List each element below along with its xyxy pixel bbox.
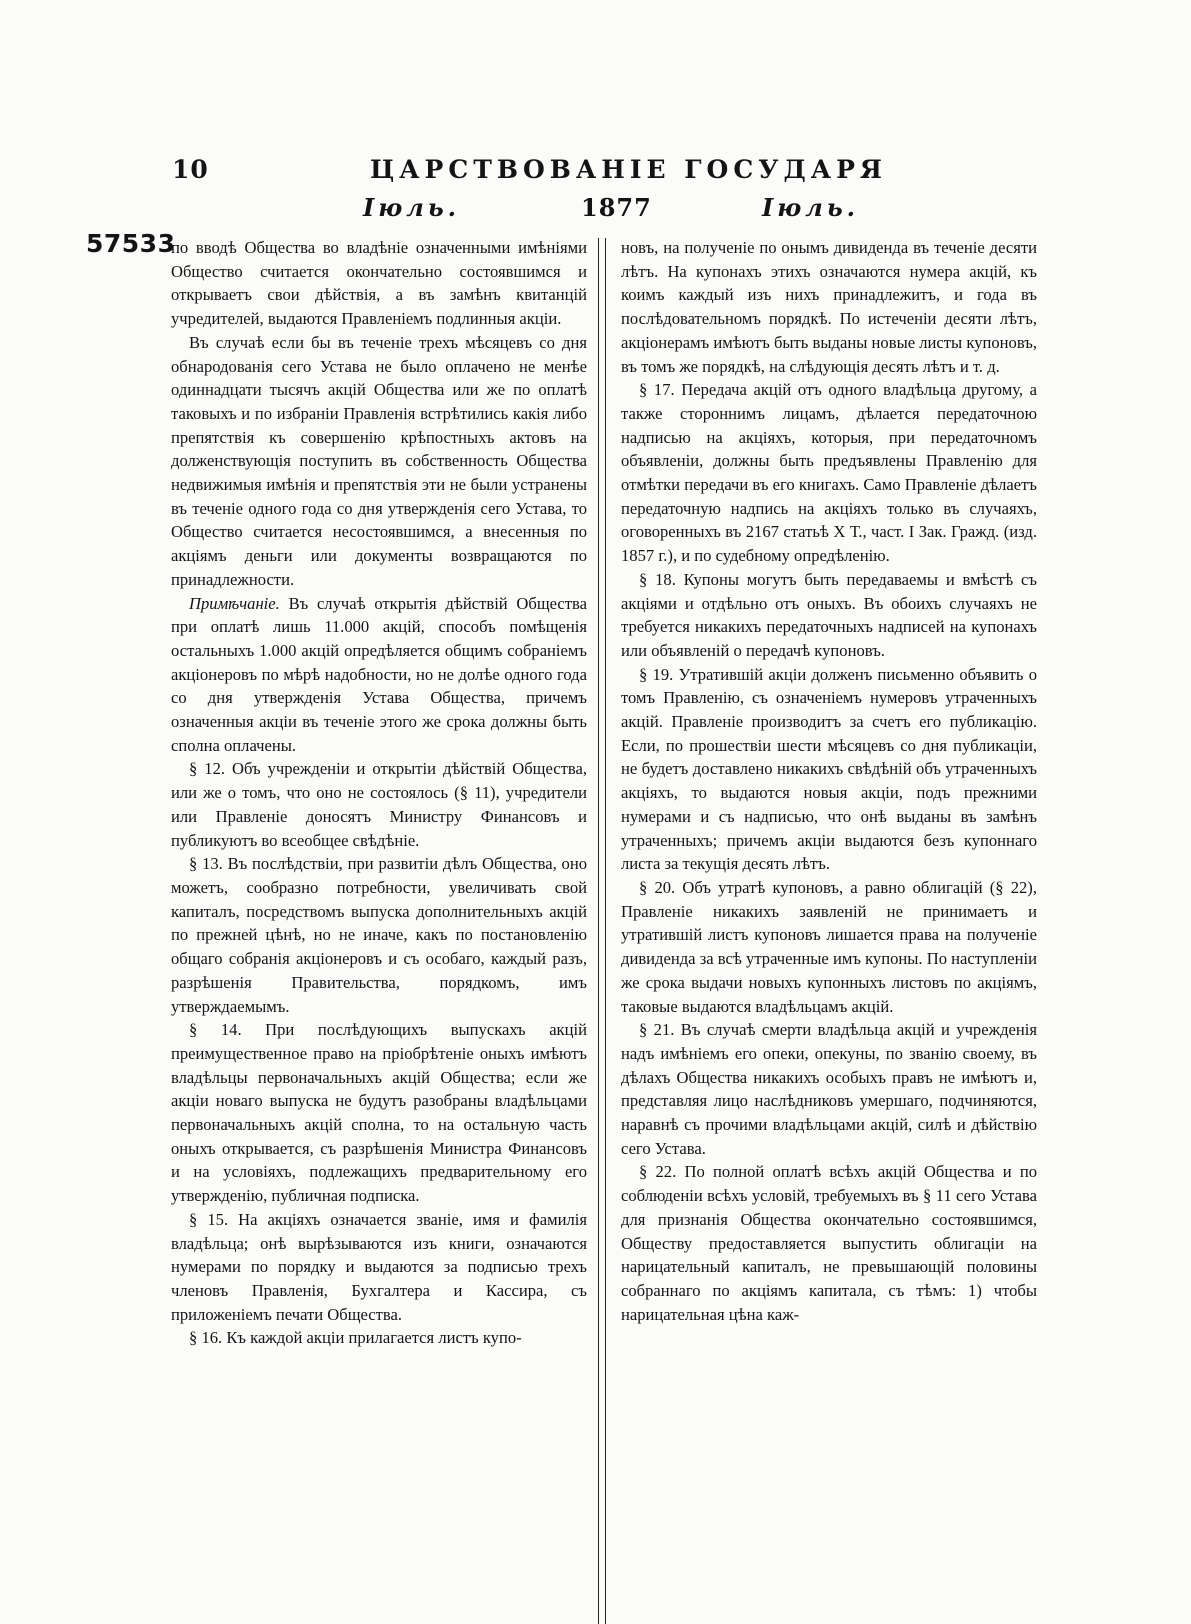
page-number: 10 xyxy=(172,155,209,184)
law-number: 57533 xyxy=(86,229,176,258)
paragraph: новъ, на полученіе по онымъ дивиденда въ теченіе десяти лѣтъ. На купонахъ этихъ означаются нумера акцій, къ коимъ каждый изъ нихъ принадлежитъ, и года въ послѣдовательномъ порядкѣ. По истеченіи десяти лѣтъ, акціонерамъ имѣютъ быть выданы новые листы купоновъ, въ томъ же порядкѣ, на слѣдующія десять лѣтъ и т. д. xyxy=(621,238,1037,376)
section-21: § 21. Въ случаѣ смерти владѣльца акцій и учрежденія надъ имѣніемъ его опеки, опекуны, по званію своему, въ дѣлахъ Общества никакихъ особыхъ правъ не имѣютъ и, представляя лицо наслѣдниковъ умершаго, подчиняются, наравнѣ съ прочими владѣльцами акцій, силѣ и дѣйствію сего Устава. xyxy=(621,1020,1037,1158)
note-paragraph xyxy=(171,592,587,758)
section-13: § 13. Въ послѣдствіи, при развитіи дѣлъ Общества, оно можетъ, сообразно потребности, увеличивать свой капиталъ, посредствомъ выпуска дополнительныхъ акцій по прежней цѣнѣ, но не иначе, какъ по постановленію общаго собранія акціонеровъ и съ особаго, каждый разъ, разрѣшенія Правительства, порядкомъ, имъ утверждаемымъ. xyxy=(171,854,587,1016)
right-column xyxy=(621,236,1037,1326)
section-14: § 14. При послѣдующихъ выпускахъ акцій преимущественное право на пріобрѣтеніе оныхъ имѣютъ владѣльцы первоначальныхъ акцій Общества; если же акціи новаго выпуска не будутъ разобраны владѣльцами первоначальныхъ акцій сполна, то на остальную часть оныхъ открывается, съ разрѣшенія Министра Финансовъ и на условіяхъ, подлежащихъ предварительному его утвержденію, публичная подписка. xyxy=(171,1020,587,1206)
section-18: § 18. Купоны могутъ быть передаваемы и вмѣстѣ съ акціями и отдѣльно отъ оныхъ. Въ обоихъ случаяхъ не требуется никакихъ передаточныхъ надписей на купонахъ или объявленій о передачѣ купоновъ. xyxy=(621,569,1037,660)
section-16: § 16. Къ каждой акціи прилагается листъ купо- xyxy=(189,1328,522,1348)
year: 1877 xyxy=(581,193,652,222)
note-text: Въ случаѣ открытія дѣйствій Общества при оплатѣ лишь 11.000 акцій, способъ помѣщенія остальныхъ 1.000 акцій опредѣляется общимъ собраніемъ акціонеровъ по мѣрѣ надобности, но не долѣе одного года со дня утвержденія Устава Общества, причемъ означенныя акціи въ теченіе этого же срока должны быть сполна оплачены. xyxy=(171,593,588,755)
section-12: § 12. Объ учрежденіи и открытіи дѣйствій Общества, или же о томъ, что оно не состоялось (§ 11), учредители или Правленіе доносятъ Министру Финансовъ и публикуютъ во всеобщее свѣдѣніе. xyxy=(171,759,587,850)
paragraph: Въ случаѣ если бы въ теченіе трехъ мѣсяцевъ со дня обнародованія сего Устава не было оплачено не менѣе одиннадцати тысячъ акцій Общества или же по оплатѣ таковыхъ и по избраніи Правленія встрѣтились какія либо препятствія къ совершенію крѣпостныхъ актовъ на долженствующія поступить въ собственность Общества недвижимыя имѣнія и препятствія эти не были устранены въ теченіе одного года со дня утвержденія сего Устава, то Общество считается несостоявшимся, а внесенныя по акціямъ деньги или документы возвращаются по принадлежности. xyxy=(171,332,587,589)
section-15: § 15. На акціяхъ означается званіе, имя и фамилія владѣльца; онѣ вырѣзываются изъ книги, означаются нумерами по порядку и выдаются за подписью трехъ членовъ Правленія, Бухгалтера и Кассира, съ приложеніемъ печати Общества. xyxy=(171,1209,587,1324)
column-divider xyxy=(598,238,606,1624)
paragraph: по вводѣ Общества во владѣніе означенными имѣніями Общество считается окончательно состоявшимся и открываетъ свои дѣйствія, а въ замѣнъ квитанцій учредителей, выдаются Правленіемъ подлинныя акціи. xyxy=(171,238,587,329)
note-label: Примѣчаніе. xyxy=(189,593,280,613)
left-column xyxy=(171,236,587,1350)
section-20: § 20. Объ утратѣ купоновъ, а равно облигацій (§ 22), Правленіе никакихъ заявленій не принимаетъ и утратившій листъ купоновъ лишается права на полученіе дивиденда за всѣ утраченные имъ купоны. По наступленіи же срока выдачи новыхъ купонныхъ листовъ по акціямъ, таковые выдаются владѣльцамъ акцій. xyxy=(621,877,1037,1016)
running-title: ЦАРСТВОВАНІЕ ГОСУДАРЯ xyxy=(370,155,887,184)
section-22: § 22. По полной оплатѣ всѣхъ акцій Общества и по соблюденіи всѣхъ условій, требуемыхъ въ § 11 сего Устава для признанія Общества окончательно состоявшимся, Обществу предоставляется выпустить облигаціи на нарицательный капиталъ, не превышающій половины собраннаго по акціямъ капитала, съ тѣмъ: 1) чтобы нарицательная цѣна каж- xyxy=(621,1162,1037,1324)
section-17: § 17. Передача акцій отъ одного владѣльца другому, а также стороннимъ лицамъ, дѣлается передаточною надписью на акціяхъ, которыя, при передаточномъ объявленіи, должны быть предъявлены Правленію для отмѣтки передачи въ его книгахъ. Само Правленіе дѣлаетъ передаточную надпись на акціяхъ только въ случаяхъ, оговоренныхъ въ 2167 статьѣ X Т., част. I Зак. Гражд. (изд. 1857 г.), и по судебному опредѣленію. xyxy=(621,380,1037,566)
month-right: Іюль. xyxy=(762,193,860,222)
month-left: Іюль. xyxy=(363,193,461,222)
section-19: § 19. Утратившій акціи долженъ письменно объявить о томъ Правленію, съ означеніемъ нумеровъ утраченныхъ акцій. Правленіе производитъ за счетъ его публикацію. Если, по прошествіи шести мѣсяцевъ со дня публикаціи, не будетъ доставлено никакихъ свѣдѣній объ утраченныхъ акціяхъ, то выдаются новыя акціи, подъ прежними нумерами и съ надписью, что онѣ выданы въ замѣнъ утраченныхъ; причемъ акціи выдаются безъ купоннаго листа за текущія десять лѣтъ. xyxy=(621,664,1037,874)
